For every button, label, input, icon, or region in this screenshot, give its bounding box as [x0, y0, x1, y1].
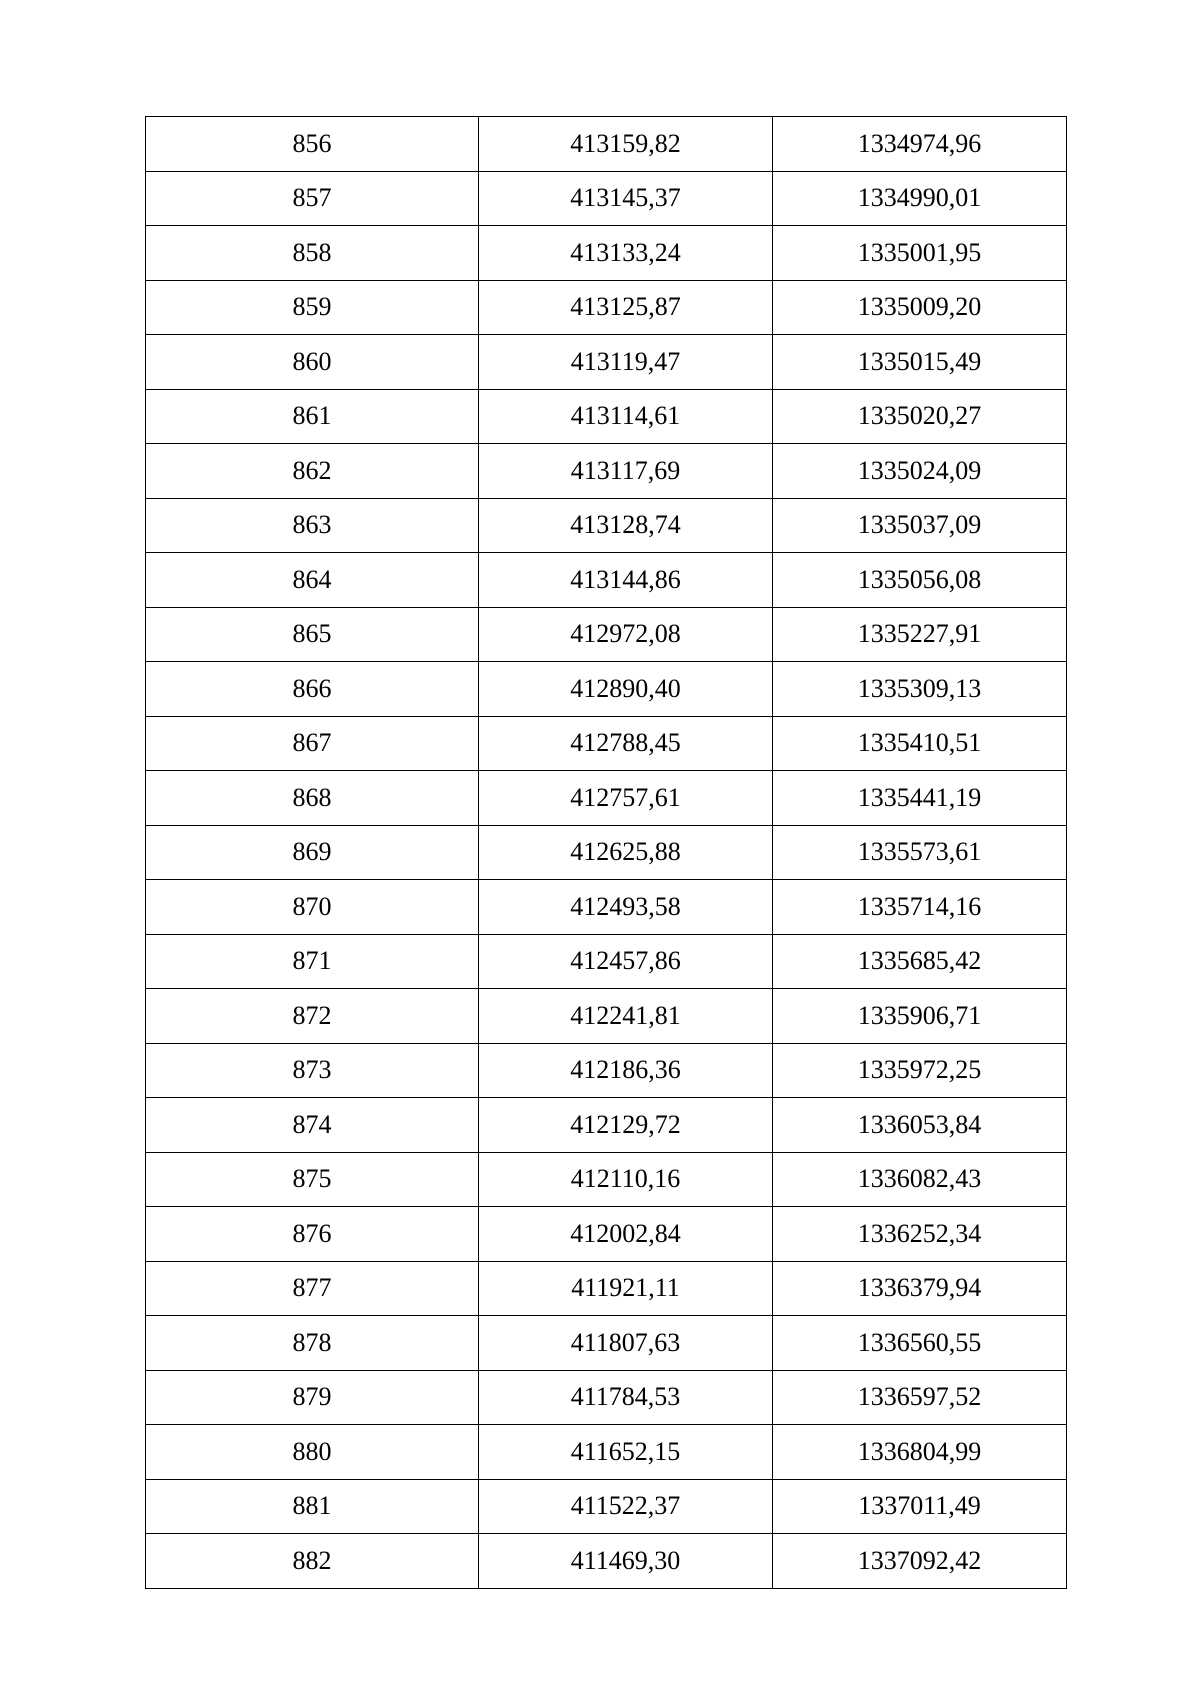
- y-coordinate-cell: 1335024,09: [773, 444, 1067, 499]
- x-coordinate-cell: 412757,61: [479, 771, 773, 826]
- point-number-cell: 882: [146, 1534, 479, 1589]
- table-row: [146, 1098, 1067, 1153]
- point-number-cell: 859: [146, 280, 479, 335]
- y-coordinate-cell: 1335009,20: [773, 280, 1067, 335]
- table-row: [146, 716, 1067, 771]
- x-coordinate-cell: 413159,82: [479, 117, 773, 172]
- table-row: [146, 880, 1067, 935]
- y-coordinate-cell: 1336379,94: [773, 1261, 1067, 1316]
- coordinates-table-body: [146, 117, 1067, 1589]
- y-coordinate-cell: 1335410,51: [773, 716, 1067, 771]
- table-row: [146, 607, 1067, 662]
- x-coordinate-cell: 413145,37: [479, 171, 773, 226]
- table-row: [146, 553, 1067, 608]
- point-number-cell: 863: [146, 498, 479, 553]
- x-coordinate-cell: 412110,16: [479, 1152, 773, 1207]
- table-row: [146, 771, 1067, 826]
- point-number-cell: 881: [146, 1479, 479, 1534]
- x-coordinate-cell: 413119,47: [479, 335, 773, 390]
- table-row: [146, 1261, 1067, 1316]
- x-coordinate-cell: 411921,11: [479, 1261, 773, 1316]
- table-row: [146, 1479, 1067, 1534]
- y-coordinate-cell: 1334974,96: [773, 117, 1067, 172]
- table-row: [146, 335, 1067, 390]
- table-row: [146, 280, 1067, 335]
- table-row: [146, 1207, 1067, 1262]
- x-coordinate-cell: 412002,84: [479, 1207, 773, 1262]
- y-coordinate-cell: 1336560,55: [773, 1316, 1067, 1371]
- y-coordinate-cell: 1335015,49: [773, 335, 1067, 390]
- point-number-cell: 857: [146, 171, 479, 226]
- x-coordinate-cell: 412625,88: [479, 825, 773, 880]
- y-coordinate-cell: 1335972,25: [773, 1043, 1067, 1098]
- x-coordinate-cell: 412788,45: [479, 716, 773, 771]
- y-coordinate-cell: 1334990,01: [773, 171, 1067, 226]
- x-coordinate-cell: 412890,40: [479, 662, 773, 717]
- point-number-cell: 876: [146, 1207, 479, 1262]
- table-row: [146, 934, 1067, 989]
- x-coordinate-cell: 412241,81: [479, 989, 773, 1044]
- y-coordinate-cell: 1335309,13: [773, 662, 1067, 717]
- table-row: [146, 1316, 1067, 1371]
- table-row: [146, 1425, 1067, 1480]
- y-coordinate-cell: 1335001,95: [773, 226, 1067, 281]
- point-number-cell: 880: [146, 1425, 479, 1480]
- table-row: [146, 498, 1067, 553]
- coordinates-table: [145, 116, 1067, 1589]
- table-row: [146, 1043, 1067, 1098]
- point-number-cell: 870: [146, 880, 479, 935]
- y-coordinate-cell: 1335441,19: [773, 771, 1067, 826]
- y-coordinate-cell: 1337092,42: [773, 1534, 1067, 1589]
- x-coordinate-cell: 413133,24: [479, 226, 773, 281]
- y-coordinate-cell: 1335573,61: [773, 825, 1067, 880]
- y-coordinate-cell: 1335020,27: [773, 389, 1067, 444]
- point-number-cell: 856: [146, 117, 479, 172]
- table-row: [146, 226, 1067, 281]
- point-number-cell: 875: [146, 1152, 479, 1207]
- y-coordinate-cell: 1336082,43: [773, 1152, 1067, 1207]
- x-coordinate-cell: 413117,69: [479, 444, 773, 499]
- y-coordinate-cell: 1336804,99: [773, 1425, 1067, 1480]
- x-coordinate-cell: 411807,63: [479, 1316, 773, 1371]
- y-coordinate-cell: 1336053,84: [773, 1098, 1067, 1153]
- x-coordinate-cell: 412493,58: [479, 880, 773, 935]
- table-row: [146, 825, 1067, 880]
- x-coordinate-cell: 411469,30: [479, 1534, 773, 1589]
- table-row: [146, 389, 1067, 444]
- table-row: [146, 1534, 1067, 1589]
- point-number-cell: 860: [146, 335, 479, 390]
- x-coordinate-cell: 412129,72: [479, 1098, 773, 1153]
- x-coordinate-cell: 412457,86: [479, 934, 773, 989]
- point-number-cell: 865: [146, 607, 479, 662]
- table-row: [146, 171, 1067, 226]
- table-row: [146, 1152, 1067, 1207]
- point-number-cell: 877: [146, 1261, 479, 1316]
- point-number-cell: 868: [146, 771, 479, 826]
- table-row: [146, 117, 1067, 172]
- x-coordinate-cell: 412972,08: [479, 607, 773, 662]
- point-number-cell: 866: [146, 662, 479, 717]
- point-number-cell: 871: [146, 934, 479, 989]
- point-number-cell: 874: [146, 1098, 479, 1153]
- table-row: [146, 662, 1067, 717]
- table-row: [146, 989, 1067, 1044]
- x-coordinate-cell: 412186,36: [479, 1043, 773, 1098]
- table-row: [146, 444, 1067, 499]
- table-row: [146, 1370, 1067, 1425]
- x-coordinate-cell: 413114,61: [479, 389, 773, 444]
- point-number-cell: 861: [146, 389, 479, 444]
- point-number-cell: 878: [146, 1316, 479, 1371]
- point-number-cell: 873: [146, 1043, 479, 1098]
- point-number-cell: 872: [146, 989, 479, 1044]
- point-number-cell: 869: [146, 825, 479, 880]
- y-coordinate-cell: 1336252,34: [773, 1207, 1067, 1262]
- point-number-cell: 862: [146, 444, 479, 499]
- x-coordinate-cell: 411652,15: [479, 1425, 773, 1480]
- y-coordinate-cell: 1337011,49: [773, 1479, 1067, 1534]
- x-coordinate-cell: 413128,74: [479, 498, 773, 553]
- y-coordinate-cell: 1335906,71: [773, 989, 1067, 1044]
- y-coordinate-cell: 1335685,42: [773, 934, 1067, 989]
- point-number-cell: 867: [146, 716, 479, 771]
- y-coordinate-cell: 1335227,91: [773, 607, 1067, 662]
- x-coordinate-cell: 411784,53: [479, 1370, 773, 1425]
- x-coordinate-cell: 413144,86: [479, 553, 773, 608]
- y-coordinate-cell: 1335714,16: [773, 880, 1067, 935]
- y-coordinate-cell: 1336597,52: [773, 1370, 1067, 1425]
- point-number-cell: 879: [146, 1370, 479, 1425]
- point-number-cell: 864: [146, 553, 479, 608]
- x-coordinate-cell: 413125,87: [479, 280, 773, 335]
- x-coordinate-cell: 411522,37: [479, 1479, 773, 1534]
- y-coordinate-cell: 1335037,09: [773, 498, 1067, 553]
- point-number-cell: 858: [146, 226, 479, 281]
- y-coordinate-cell: 1335056,08: [773, 553, 1067, 608]
